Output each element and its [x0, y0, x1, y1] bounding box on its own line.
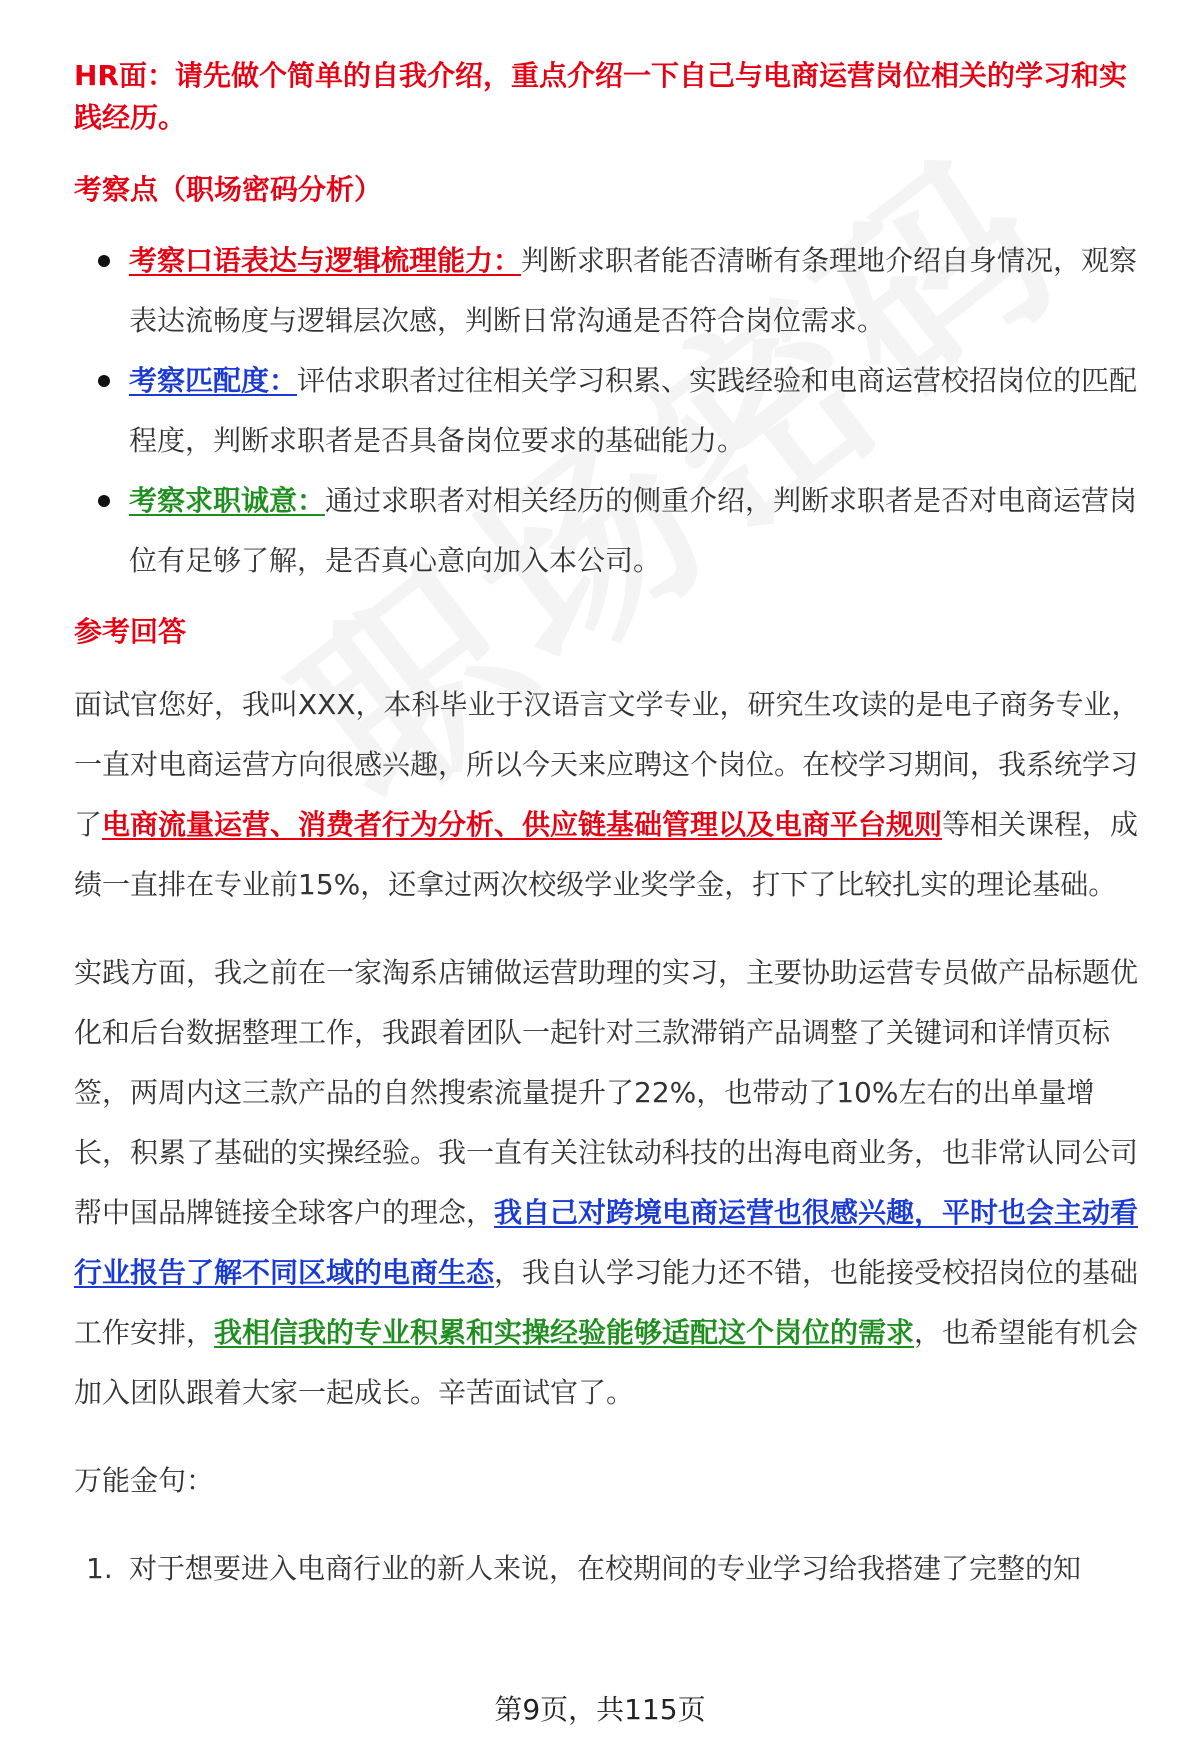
list-item-text: 对于想要进入电商行业的新人来说，在校期间的专业学习给我搭建了完整的知 [129, 1552, 1082, 1585]
point-key: 考察口语表达与逻辑梳理能力： [129, 244, 522, 277]
answer-highlight: 我相信我的专业积累和实操经验能够适配这个岗位的需求 [214, 1316, 915, 1349]
interview-question: HR面：请先做个简单的自我介绍，重点介绍一下自己与电商运营岗位相关的学习和实践经历。 [74, 59, 1127, 134]
point-key: 考察匹配度： [129, 364, 298, 397]
golden-sentences-list [74, 1539, 1149, 1599]
assessment-points-list [74, 231, 1149, 591]
answer-paragraph-2 [74, 943, 1149, 1423]
answer-paragraph-1 [74, 675, 1149, 915]
answer-text: ，也希望能有机会加入团队跟着大家一起成长。辛苦面试官了。 [74, 1316, 1139, 1409]
point-key: 考察求职诚意： [129, 484, 326, 517]
list-item [74, 471, 1149, 591]
section-title-assessment-points: 考察点（职场密码分析） [74, 173, 383, 206]
answer-highlight: 我自己对跨境电商运营也很感兴趣，平时也会主动看行业报告了解不同区域的电商生态 [74, 1196, 1139, 1289]
point-text: 通过求职者对相关经历的侧重介绍，判断求职者是否对电商运营岗位有足够了解，是否真心意向加入本公司。 [129, 484, 1138, 577]
section-title-reference-answer: 参考回答 [74, 615, 187, 648]
golden-sentences-title: 万能金句： [74, 1464, 215, 1497]
point-text: 评估求职者过往相关学习积累、实践经验和电商运营校招岗位的匹配程度，判断求职者是否具备岗位要求的基础能力。 [129, 364, 1138, 457]
page-footer: 第9页，共115页 [494, 1693, 706, 1726]
answer-text: 面试官您好，我叫XXX，本科毕业于汉语言文学专业，研究生攻读的是电子商务专业，一直对电商运营方向很感兴趣，所以今天来应聘这个岗位。在校学习期间，我系统学习了 [74, 688, 1140, 841]
bullet-dot-icon [98, 255, 110, 267]
list-item [74, 351, 1149, 471]
answer-text: ，我自认学习能力还不错，也能接受校招岗位的基础工作安排， [74, 1256, 1139, 1349]
list-item [74, 231, 1149, 351]
bullet-dot-icon [98, 495, 110, 507]
list-number: 1. [86, 1552, 113, 1585]
content-area [74, 55, 1149, 1599]
point-text: 判断求职者能否清晰有条理地介绍自身情况，观察表达流畅度与逻辑层次感，判断日常沟通是否符合岗位需求。 [129, 244, 1138, 337]
answer-text: 实践方面，我之前在一家淘系店铺做运营助理的实习，主要协助运营专员做产品标题优化和后台数据整理工作，我跟着团队一起针对三款滞销产品调整了关键词和详情页标签，两周内这三款产品的自然搜索流量提升了22%，也带动了10%左右的出单量增长，积累了基础的实操经验。我一直有关注钛动科技的出海电商业务，也非常认同公司帮中国品牌链接全球客户的理念， [74, 956, 1139, 1229]
list-item [74, 1539, 1149, 1599]
answer-text: 等相关课程，成绩一直排在专业前15%，还拿过两次校级学业奖学金，打下了比较扎实的理论基础。 [74, 808, 1139, 901]
answer-highlight: 电商流量运营、消费者行为分析、供应链基础管理以及电商平台规则 [102, 808, 943, 841]
bullet-dot-icon [98, 375, 110, 387]
